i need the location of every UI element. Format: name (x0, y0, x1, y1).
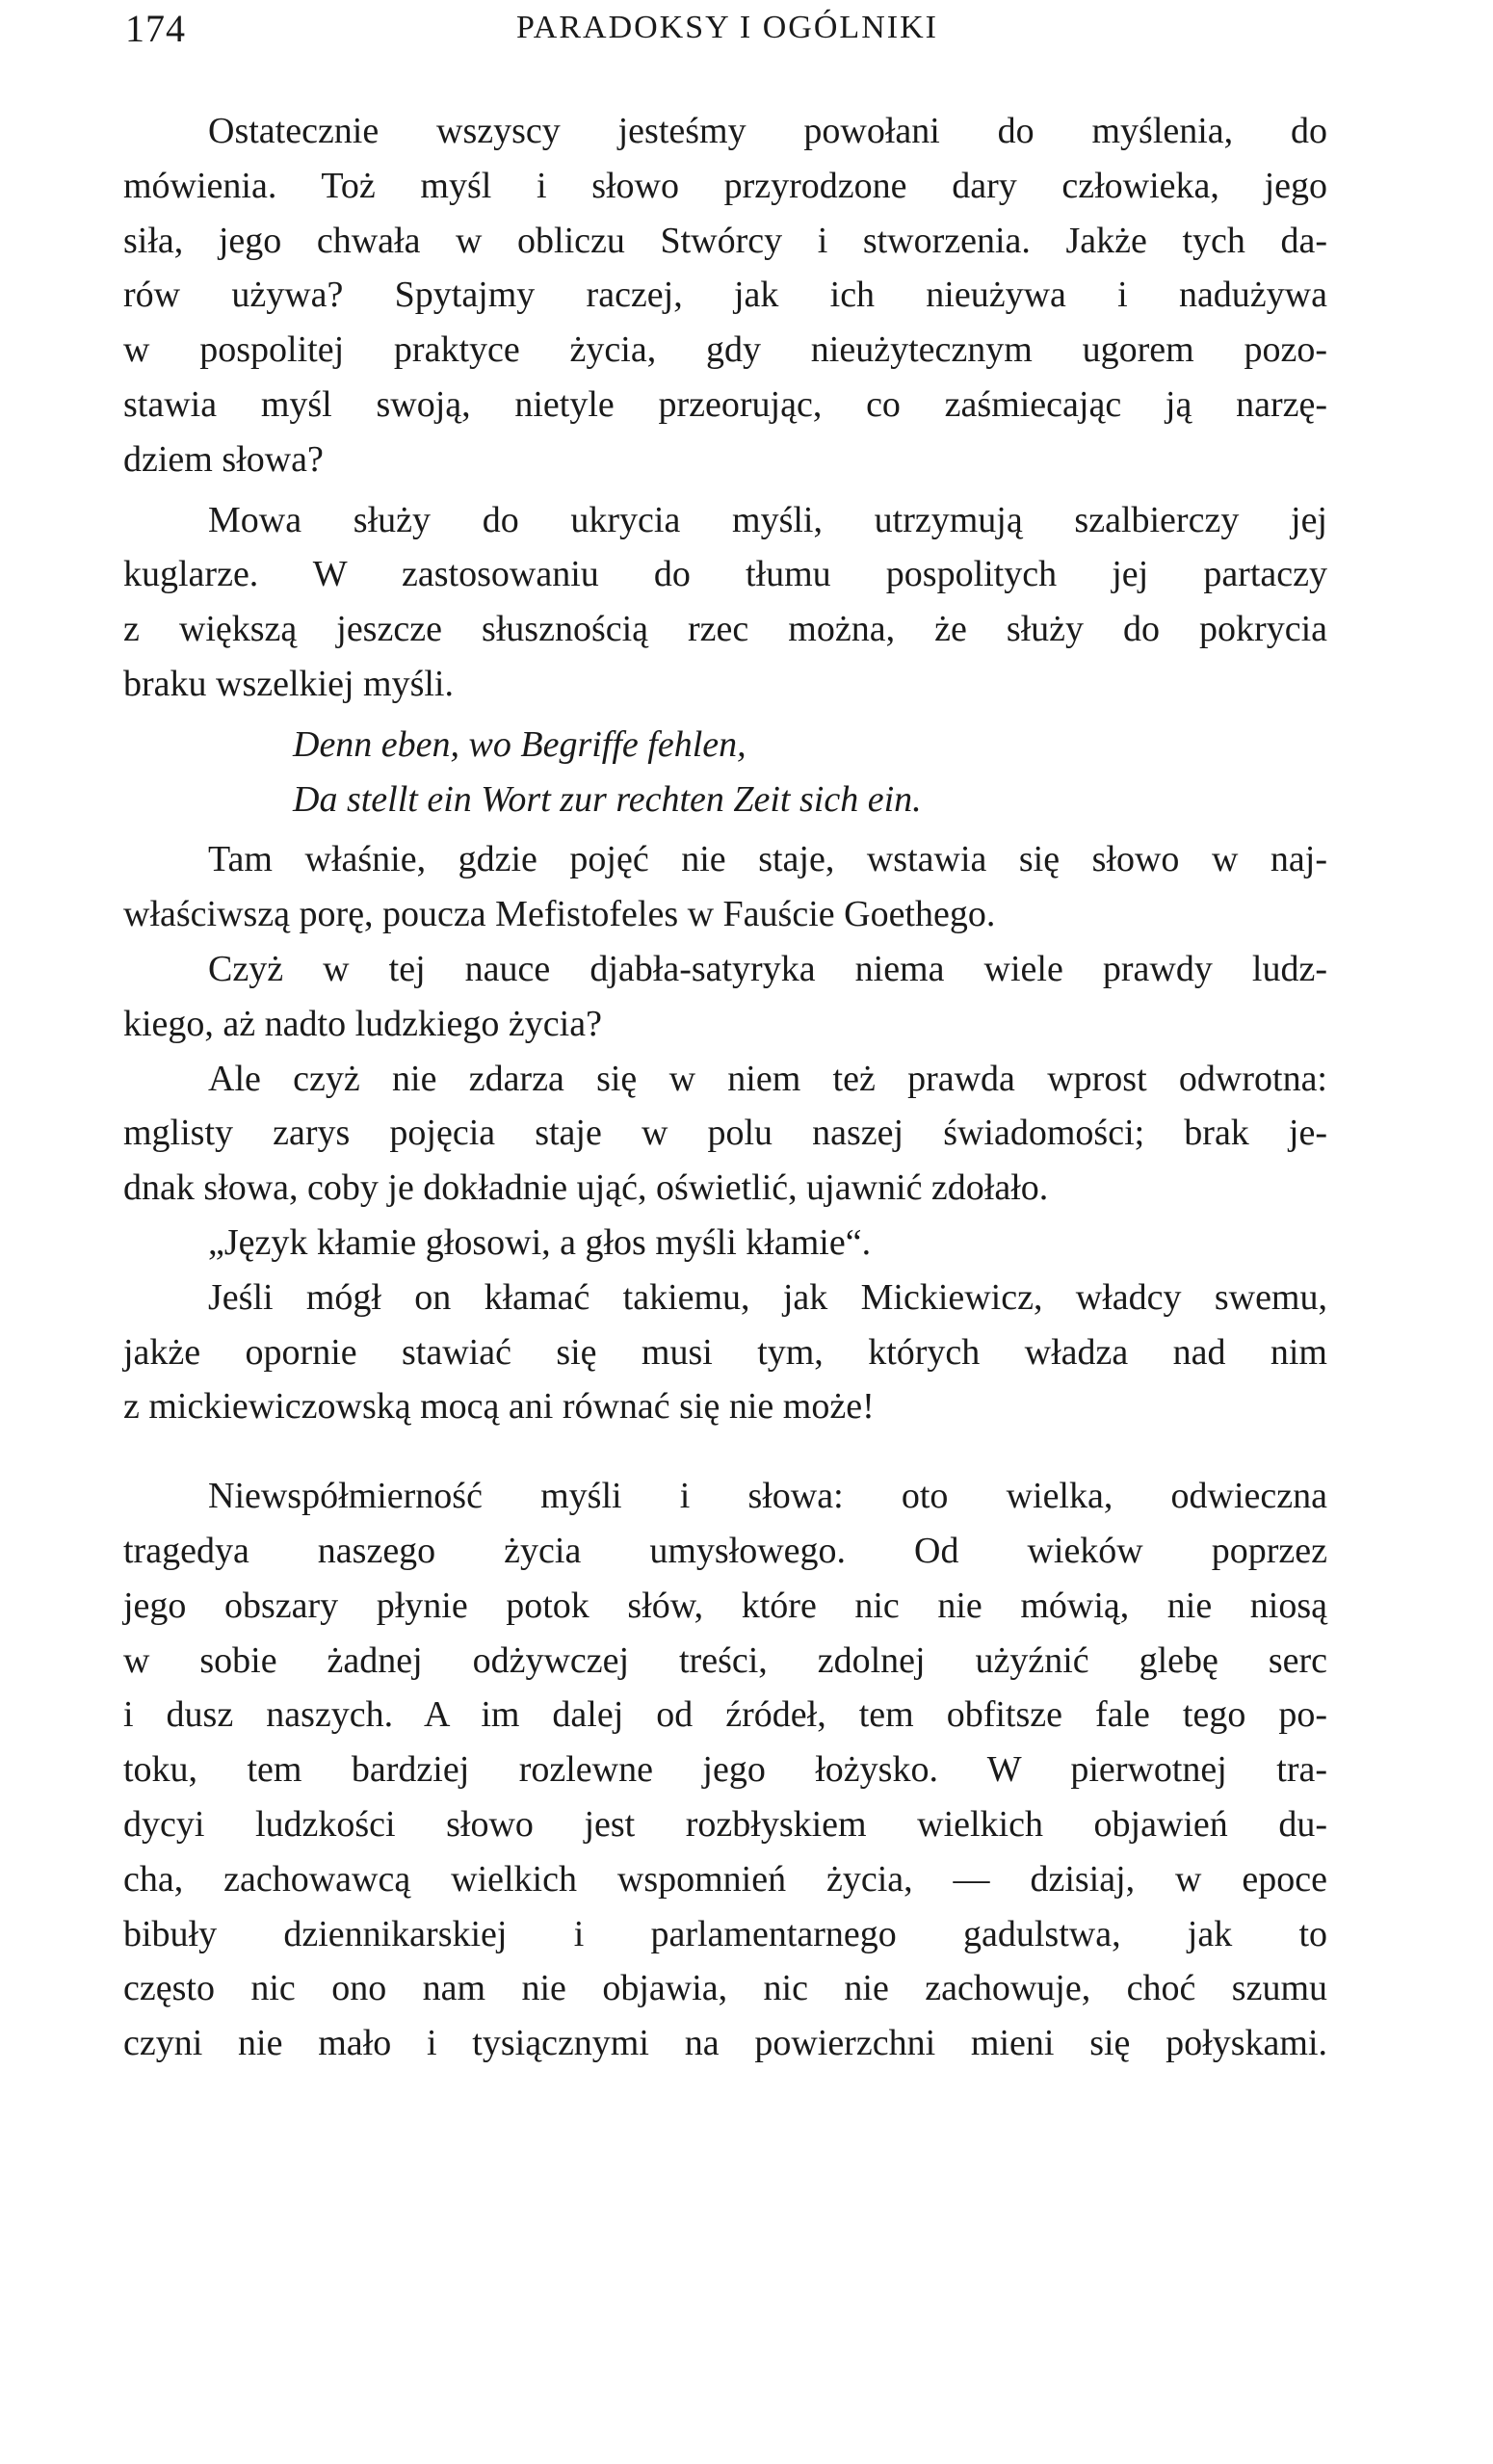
text-line: z większą jeszcze słusznością rzec można, że służy do pokrycia (123, 609, 1327, 650)
text-line: w pospolitej praktyce życia, gdy nieużytecznym ugorem pozo- (123, 329, 1327, 371)
paragraph (123, 493, 1327, 712)
text-line: z mickiewiczowską mocą ani równać się nie może! (123, 1386, 875, 1428)
section-gap (123, 1434, 1327, 1469)
text-line: mówienia. Toż myśl i słowo przyrodzone dary człowieka, jego (123, 165, 1327, 206)
text-line: kiego, aż nadto ludzkiego życia? (123, 1003, 602, 1044)
text-line: siła, jego chwała w obliczu Stwórcy i stworzenia. Jakże tych da- (123, 220, 1327, 261)
body-text (123, 104, 1327, 2071)
paragraph (123, 1469, 1327, 2071)
text-line: dycyi ludzkości słowo jest rozbłyskiem wielkich objawień du- (123, 1803, 1327, 1845)
paragraph (123, 104, 1327, 487)
paragraph (123, 832, 1327, 942)
text-line: Ale czyż nie zdarza się w niem też prawda wprost odwrotna: (208, 1058, 1327, 1099)
text-line: Tam właśnie, gdzie pojęć nie staje, wstawia się słowo w naj- (208, 839, 1327, 880)
text-line: dnak słowa, coby je dokładnie ująć, oświetlić, ujawnić zdołało. (123, 1167, 1049, 1209)
text-line: i dusz naszych. A im dalej od źródeł, tem obfitsze fale tego po- (123, 1694, 1327, 1736)
paragraph (123, 942, 1327, 1052)
text-line: w sobie żadnej odżywczej treści, zdolnej użyźnić glebę serc (123, 1639, 1327, 1681)
running-title: PARADOKSY I OGÓLNIKI (516, 10, 938, 45)
text-line: Jeśli mógł on kłamać takiemu, jak Mickiewicz, władcy swemu, (208, 1276, 1327, 1318)
text-line: Czyż w tej nauce djabła-satyryka niema wiele prawdy ludz- (208, 948, 1327, 989)
text-line: Mowa służy do ukrycia myśli, utrzymują szalbierczy jej (208, 499, 1327, 540)
page-header (125, 6, 1339, 64)
text-line: rów używa? Spytajmy raczej, jak ich nieużywa i nadużywa (123, 275, 1327, 316)
text-line: często nic ono nam nie objawia, nic nie zachowuje, choć szumu (123, 1968, 1327, 2009)
text-line: bibuły dziennikarskiej i parlamentarnego gadulstwa, jak to (123, 1913, 1327, 1954)
text-line: braku wszelkiej myśli. (123, 663, 454, 704)
text-line: dziem słowa? (123, 438, 324, 480)
text-line: Niewspółmierność myśli i słowa: oto wielka, odwieczna (208, 1476, 1327, 1517)
text-line: Ostatecznie wszyscy jesteśmy powołani do myślenia, do (208, 111, 1327, 151)
text-line: kuglarze. W zastosowaniu do tłumu pospolitych jej partaczy (123, 554, 1327, 595)
text-line: mglisty zarys pojęcia staje w polu naszej świadomości; brak je- (123, 1113, 1327, 1154)
quotation-line: Denn eben, wo Begriffe fehlen, (293, 723, 746, 765)
paragraph (123, 1216, 1327, 1271)
paragraph (123, 1052, 1327, 1216)
page-number: 174 (125, 7, 186, 50)
text-line: stawia myśl swoją, nietyle przeorując, co zaśmiecając ją narzę- (123, 383, 1327, 425)
text-line: tragedya naszego życia umysłowego. Od wieków poprzez (123, 1530, 1327, 1571)
text-line: jakże opornie stawiać się musi tym, których władza nad nim (123, 1331, 1327, 1373)
text-line: czyni nie mało i tysiącznymi na powierzchni mieni się połyskami. (123, 2023, 1327, 2064)
quotation (123, 718, 1327, 827)
quotation-line: Da stellt ein Wort zur rechten Zeit sich ein. (293, 778, 922, 820)
text-line: jego obszary płynie potok słów, które nic nie mówią, nie niosą (123, 1585, 1327, 1626)
text-line: cha, zachowawcą wielkich wspomnień życia, — dzisiaj, w epoce (123, 1858, 1327, 1900)
text-line: „Język kłamie głosowi, a głos myśli kłamie“. (208, 1221, 872, 1263)
text-line: właściwszą porę, poucza Mefistofeles w Fauście Goethego. (123, 894, 996, 935)
text-line: toku, tem bardziej rozlewne jego łożysko. W pierwotnej tra- (123, 1749, 1327, 1791)
paragraph (123, 1271, 1327, 1434)
